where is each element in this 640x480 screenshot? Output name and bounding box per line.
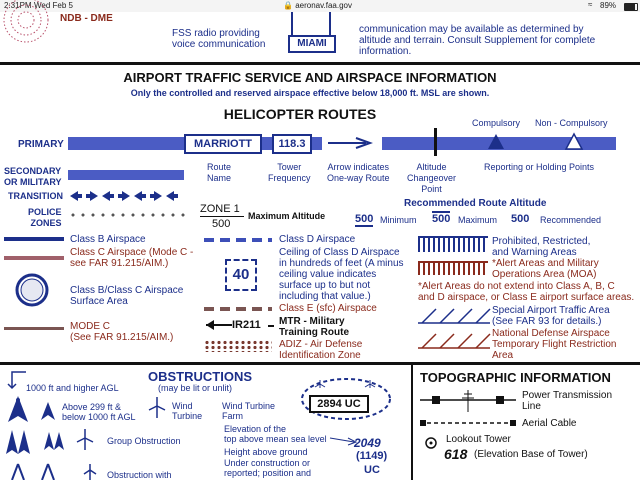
uc-box: 2894 UC [309,395,369,413]
transition-arrows [68,190,188,202]
ndsa-label: National Defense Airspace Temporary Flight Restriction Area [492,328,617,361]
class-b-label: Class B Airspace [70,234,146,245]
compulsory-label: Compulsory [472,118,521,128]
rec-max-label: Maximum [458,215,498,225]
freq-box: 118.3 [272,134,312,154]
power-label: Power Transmission Line [522,390,613,412]
max-alt-caption: Maximum Altitude [248,211,326,221]
class-c-label: Class C Airspace (Mode C - see FAR 91.215/AIM.) [70,247,194,269]
group-label: Group Obstruction [107,436,181,446]
zone-divider [200,216,244,217]
altitude-cp-caption: Altitude Changeover Point [407,162,457,194]
altitude-changeover-mark [434,128,437,156]
lookout-tower-icon [424,436,438,450]
non-compulsory-point-icon [565,133,583,151]
tower-freq-caption: Tower Frequency [268,162,311,183]
group-obstruction-tall-icon [4,426,32,456]
column-divider [411,362,413,480]
non-compulsory-label: Non - Compulsory [535,118,608,128]
section-divider-top [0,62,640,65]
prohibited-pattern [418,236,488,252]
lookout-note: (Elevation Base of Tower) [474,449,588,460]
section-title: AIRPORT TRAFFIC SERVICE AND AIRSPACE INFORMATION [123,70,497,85]
alert-pattern [418,261,488,275]
ceiling-label: Ceiling of Class D Airspace in hundreds of feet (A minus ceiling value indicates surface up to but not including that value.) [279,247,404,302]
group-turbine-icon [72,426,98,452]
url-text: aeronav.faa.gov [295,1,352,10]
special-airport-pattern [418,305,490,325]
class-bc-label: Class B/Class C Airspace Surface Area [70,285,184,307]
class-c-line [4,256,64,260]
wind-turbine-label: Wind Turbine [172,401,203,421]
class-e-label: Class E (sfc) Airspace [279,303,377,314]
lookout-label: Lookout Tower [446,434,511,445]
mtr-route-label: IR211 [232,319,261,331]
rec-title: Recommended Route Altitude [404,198,547,209]
section-divider-bottom [0,362,640,365]
topo-title: TOPOGRAPHIC INFORMATION [420,370,611,385]
zone-label: ZONE 1 [200,203,240,215]
bracket-icon [4,370,28,388]
police-dots [68,213,188,217]
adiz-label: ADIZ - Air Defense Identification Zone [279,339,363,361]
wind-farm-label: Wind Turbine Farm [222,401,276,421]
aerial-label: Aerial Cable [522,418,577,429]
adiz-pattern [204,340,272,352]
rec-min-label: Minimum [380,215,417,225]
miami-box: MIAMI [288,35,336,53]
marriott-box: MARRIOTT [184,134,262,154]
ndb-dme-label: NDB - DME [60,13,113,24]
height-label: Height above ground [224,447,308,457]
arrow-caption: Arrow indicates One-way Route [327,162,390,183]
fss-text: FSS radio providing voice communication [172,28,266,50]
ceiling-box: 40 [225,259,257,291]
class-e-line [204,307,272,311]
battery-icon [624,3,638,11]
mode-c-label: MODE C (See FAR 91.215/AIM.) [70,321,174,343]
wifi-icon: ≈ [588,0,593,9]
battery-percent: 89% [600,1,617,10]
heli-title: HELICOPTER ROUTES [223,106,377,122]
mtr-arrow-icon [204,319,234,331]
special-label: Special Airport Traffic Area (See FAR 93 for details.) [492,305,610,327]
obstructions-subtitle: (may be lit or unlit) [158,383,233,393]
rec-max-value: 500 [432,213,451,225]
lookout-value: 618 [444,446,468,462]
under-const-label: Under construction or reported; position and [224,458,312,478]
mtr-label: MTR - Military Training Route [279,316,349,338]
ndb-dme-icon [4,12,54,52]
prohibited-label: Prohibited, Restricted, and Warning Areas [492,236,591,258]
class-bc-surface-icon [14,274,54,314]
police-label: POLICE ZONES [28,207,62,228]
rec-rec-label: Recommended [540,215,602,225]
compulsory-point-icon [487,133,505,151]
height-value: (1149) [356,450,388,462]
obstruction-small-icon [38,400,58,422]
route-name-caption: Route Name [207,162,232,183]
ndsa-pattern [418,330,490,350]
transition-label: TRANSITION [8,191,63,201]
obstruction-with-icons [4,460,124,480]
lock-icon: 🔒 [283,1,293,10]
one-way-arrow-icon [322,135,382,153]
uc-small-label: UC [364,464,380,476]
section-subtitle: Only the controlled and reserved airspace effective below 18,000 ft. MSL are shown. [130,88,490,98]
status-bar [0,0,640,12]
rec-rec-value: 500 [511,213,530,225]
obstructions-title: OBSTRUCTIONS [148,369,252,384]
comm-note: communication may be available as determined by altitude and terrain. Consult Supplement for complete information. [359,24,596,57]
status-time: 2:31PM [4,1,32,10]
zone-value: 500 [212,218,231,230]
obs-with-label: Obstruction with [107,470,172,480]
secondary-label: SECONDARY OR MILITARY [4,166,62,187]
aerial-cable-icon [418,416,518,430]
wind-turbine-icon [146,396,168,420]
agl-1000-label: 1000 ft and higher AGL [26,383,119,393]
primary-label: PRIMARY [18,139,64,150]
url-bar[interactable] [283,1,352,10]
secondary-route-bar [68,170,184,180]
power-line-icon [418,388,518,414]
class-d-label: Class D Airspace [279,234,356,245]
class-d-line [204,238,272,242]
alert-note: *Alert Areas do not extend into Class A, B, C and D airspace, or Class E airport surface areas. [418,281,635,303]
class-b-line [4,237,64,241]
rec-min-value: 500 [355,213,374,225]
obstruction-tall-icon [4,394,32,424]
group-obstruction-small-icon [42,430,66,452]
elev-value: 2049 [354,436,381,450]
elev-label: Elevation of the top above mean sea level [224,424,327,444]
reporting-caption: Reporting or Holding Points [484,162,595,172]
above-299-label: Above 299 ft & below 1000 ft AGL [62,402,136,422]
mode-c-line [4,327,64,330]
alert-label: *Alert Areas and Military Operations Area (MOA) [492,258,599,280]
mtr-line-end [268,325,274,327]
status-date: Wed Feb 5 [34,1,73,10]
